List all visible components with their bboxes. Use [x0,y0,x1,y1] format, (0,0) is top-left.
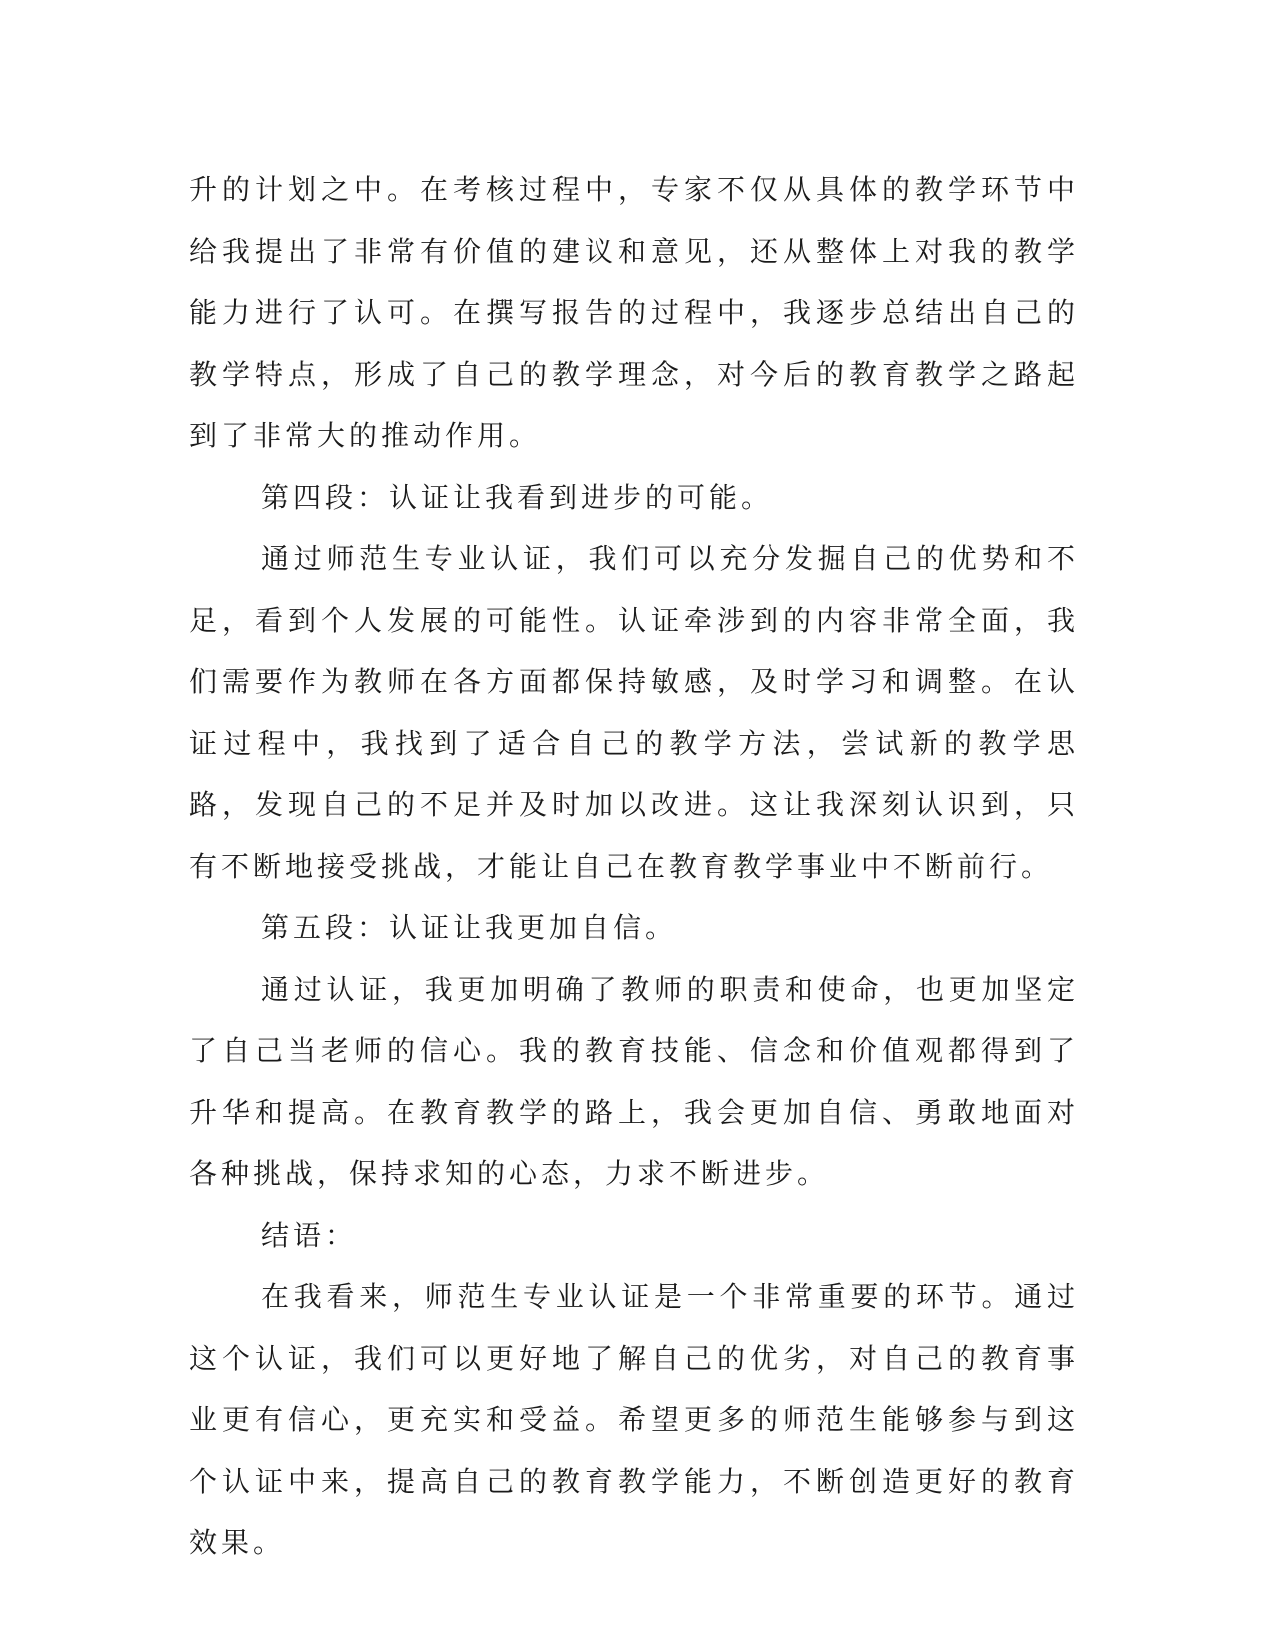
section-heading-four: 第四段：认证让我看到进步的可能。 [261,480,774,514]
conclusion-heading: 结语： [261,1218,358,1252]
document-body [189,159,1079,1574]
paragraph-section-four: 通过师范生专业认证，我们可以充分发掘自己的优势和不足，看到个人发展的可能性。认证牵涉到的内容非常全面，我们需要作为教师在各方面都保持敏感，及时学习和调整。在认证过程中，我找到了适合自己的教学方法，尝试新的教学思路，发现自己的不足并及时加以改进。这让我深刻认识到，只有不断地接受挑战，才能让自己在教育教学事业中不断前行。 [189,542,1079,883]
paragraph-section-five: 通过认证，我更加明确了教师的职责和使命，也更加坚定了自己当老师的信心。我的教育技能、信念和价值观都得到了升华和提高。在教育教学的路上，我会更加自信、勇敢地面对各种挑战，保持求知的心态，力求不断进步。 [189,972,1079,1190]
section-heading-five: 第五段：认证让我更加自信。 [261,911,678,944]
paragraph-conclusion: 在我看来，师范生专业认证是一个非常重要的环节。通过这个认证，我们可以更好地了解自己的优劣，对自己的教育事业更有信心，更充实和受益。希望更多的师范生能够参与到这个认证中来，提高自己的教育教学能力，不断创造更好的教育效果。 [189,1280,1079,1559]
paragraph-continuation: 升的计划之中。在考核过程中，专家不仅从具体的教学环节中给我提出了非常有价值的建议和意见，还从整体上对我的教学能力进行了认可。在撰写报告的过程中，我逐步总结出自己的教学特点，形成了自己的教学理念，对今后的教育教学之路起到了非常大的推动作用。 [189,173,1079,452]
